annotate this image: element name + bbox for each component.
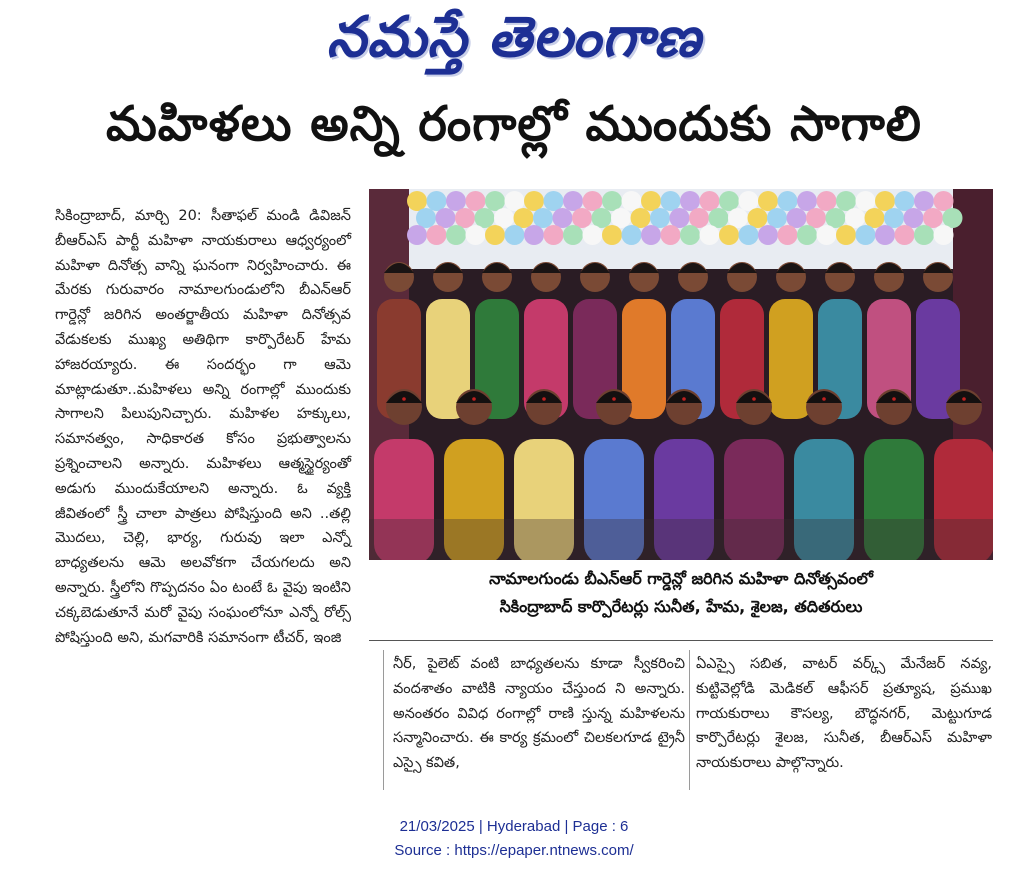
article-body-column-2: నీర్, పైలెట్ వంటి బాధ్యతలను కూడా స్వీకరించి వందశాతం వాటికి న్యాయం చేస్తుంద ని అన్నారు. అనంతరం వివిధ రంగాల్లో రాణి స్తున్న మహిళలను సన్మానించారు. ఈ కార్య క్రమంలో చిలకలగూడ ట్రైనీ ఎస్సై కవిత, bbox=[393, 656, 685, 772]
caption-line-1: నామాలగుండు బీఎన్ఆర్ గార్డెన్లో జరిగిన మహిళా దినోత్సవంలో bbox=[489, 569, 873, 588]
masthead-title: నమస్తే తెలంగాణ bbox=[326, 4, 702, 70]
footer-date-edition: 21/03/2025 | Hyderabad | Page : 6 bbox=[399, 818, 629, 835]
article-headline: మహిళలు అన్ని రంగాల్లో ముందుకు సాగాలి bbox=[106, 96, 922, 152]
news-photo bbox=[369, 189, 993, 560]
photo-caption bbox=[369, 565, 993, 635]
column-divider bbox=[689, 650, 690, 790]
article-body-column-1: సికింద్రాబాద్, మార్చి 20: సీతాఫల్ మండి డివిజన్ బీఆర్ఎస్ పార్టీ మహిళా నాయకురాలు ఆధ్వర్యంలో మహిళా దినోత్స వాన్ని ఘనంగా నిర్వహించారు. ఈ మేరకు గురువారం నామాలగుండులోని బీఎన్ఆర్ గార్డెన్లో జరిగిన అంతర్జాతీయ మహిళా దినోత్సవ వేడుకలకు ముఖ్య అతిథిగా కార్పొరేటర్ హేమ హాజరయ్యారు. ఈ సందర్భం గా ఆమె మాట్లాడుతూ..మహిళలు అన్ని రంగాల్లో ముందుకు సాగాలని పిలుపునిచ్చారు. మహిళల హక్కులు, సమానత్వం, సాధికారత కోసం ప్రభుత్వాలను ప్రశ్నించాలని అన్నారు. మహిళలు ఆత్మస్థైర్యంతో అడుగు ముందుకేయాలని అన్నారు. ఓ వ్యక్తి జీవితంలో స్త్రీ చాలా పాత్రలు పోషిస్తుంది అని ..తల్లి మొదలు, చెల్లి, భార్య, గురువు ఇలా ఎన్నో బాధ్యతలను ఆమె అలవోకగా చేయగలదు అని అన్నారు. స్త్రీలోని గొప్పదనం ఏం టంటే ఓ వైపు ఇంటిని చక్కబెడుతూనే మరో వైపు సంఘంలోనూ ఎన్నో రోల్స్ పోషిస్తుంది అని, మగవారికి సమానంగా టీచర్, ఇంజి bbox=[55, 208, 351, 646]
caption-line-2: సికింద్రాబాద్ కార్పొరేటర్లు సునీత, హేమ, శైలజ, తదితరులు bbox=[499, 597, 863, 616]
newspaper-masthead bbox=[0, 4, 1028, 84]
footer-source: Source : https://epaper.ntnews.com/ bbox=[394, 842, 634, 859]
column-divider bbox=[383, 650, 384, 790]
article-body-column-3: ఏఎస్సై సబిత, వాటర్ వర్క్స్ మేనేజర్ నవ్య, కుట్టివెల్లోడి మెడికల్ ఆఫీసర్ ప్రత్యూష, ప్రముఖ గాయకురాలు కౌసల్య, బౌద్ధనగర్, మెట్టుగూడ కార్పొరేటర్లు శైలజ, సునీత, బీఆర్ఎస్ మహిళా నాయకురాలు పాల్గొన్నారు. bbox=[696, 656, 992, 772]
caption-divider bbox=[369, 640, 993, 641]
